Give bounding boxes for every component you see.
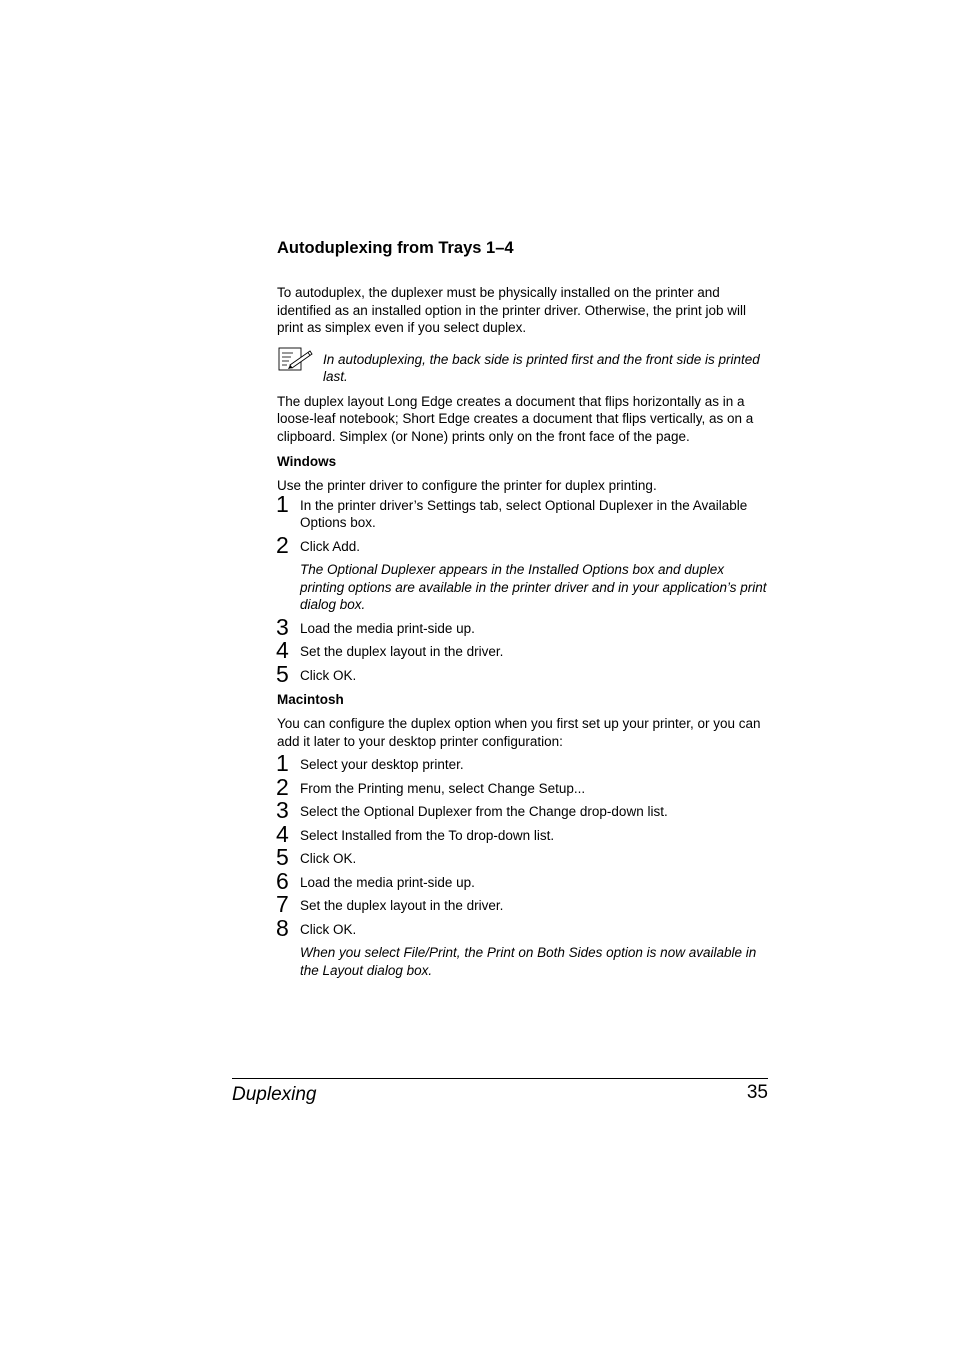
footer-page-number: 35 [746,1082,768,1103]
step-number: 3 [276,797,289,823]
step-text: Click OK. [300,921,357,937]
windows-heading: Windows [277,454,337,469]
windows-lead: Use the printer driver to configure the printer for duplex printing. [277,478,657,493]
note-text: In autoduplexing, the back side is printed first and the front side is printed last. [323,351,760,384]
list-item [276,867,772,894]
step-text: Load the media print-side up. [300,620,475,636]
step-number: 1 [276,750,289,776]
list-item [276,914,772,941]
note-pencil-icon [278,347,314,373]
list-item [276,773,772,800]
step-number: 2 [276,773,289,800]
intro-paragraph: To autoduplex, the duplexer must be physically installed on the printer and identified as an installed option in the printer driver. Otherwise, the print job will print as simplex even if you select duplex. [277,285,746,335]
step-text: Set the duplex layout in the driver. [300,898,504,913]
step-number: 4 [276,637,289,663]
macintosh-result: When you select File/Print, the Print on Both Sides option is now available in the Layout dialog box. [300,945,757,978]
list-item [276,820,772,847]
list-item [276,891,772,917]
page-footer [232,1078,768,1105]
list-item [276,660,772,687]
page-content [277,238,772,985]
layout-paragraph: The duplex layout Long Edge creates a document that flips horizontally as in a loose-leaf notebook; Short Edge creates a document that flips vertically, as on a clipboard. Simplex (or None) prints only on the front face of the page. [277,393,754,444]
step-text: From the Printing menu, select Change Setup... [300,780,586,796]
step-text: Click Add. [300,538,361,554]
list-item [276,613,772,640]
list-item [276,844,772,870]
step-number: 4 [276,820,289,847]
step-text: Select your desktop printer. [300,757,464,772]
macintosh-lead: You can configure the duplex option when you first set up your printer, or you can add it later to your desktop printer configuration: [277,716,761,749]
step-number: 3 [276,613,289,640]
macintosh-steps [276,750,772,941]
step-number: 5 [276,660,289,687]
step-text: Load the media print-side up. [300,874,475,890]
note-block [277,351,772,386]
windows-result: The Optional Duplexer appears in the Installed Options box and duplex printing options are available in the printer driver and in your application’s print dialog box. [300,562,767,612]
step-number: 7 [276,891,289,917]
windows-steps-continued [276,613,772,687]
step-number: 5 [276,844,289,870]
list-item [276,531,772,558]
list-item [276,490,772,532]
step-text: Click OK. [300,667,357,683]
step-number: 6 [276,867,289,894]
list-item [276,797,772,823]
list-item [276,637,772,663]
step-text: Set the duplex layout in the driver. [300,644,504,659]
windows-steps [276,490,772,558]
step-number: 2 [276,531,289,558]
step-text: Click OK. [300,851,357,866]
footer-chapter-title: Duplexing [232,1084,317,1105]
step-text: Select the Optional Duplexer from the Change drop-down list. [300,804,668,819]
list-item [276,750,772,776]
step-number: 8 [276,914,289,941]
section-title: Autoduplexing from Trays 1–4 [277,239,514,257]
step-text: Select Installed from the To drop-down list. [300,827,555,843]
step-number: 1 [276,490,289,517]
step-text: In the printer driver’s Settings tab, select Optional Duplexer in the Available Options box. [300,497,748,530]
macintosh-heading: Macintosh [277,692,344,707]
